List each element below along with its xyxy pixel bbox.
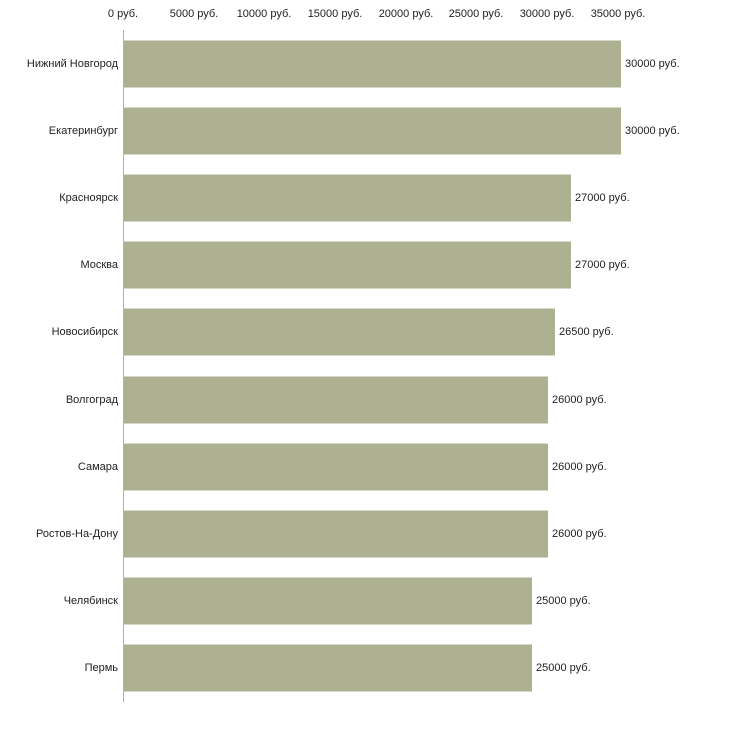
bar-value-label: 26000 руб. <box>552 527 607 540</box>
table-row <box>0 500 730 567</box>
plot-area <box>0 30 730 702</box>
category-label: Москва <box>80 259 118 272</box>
bar-value-label: 27000 руб. <box>575 259 630 272</box>
x-tick-label: 30000 руб. <box>519 8 575 20</box>
table-row <box>0 635 730 702</box>
bar[interactable] <box>124 309 555 356</box>
table-row <box>0 30 730 97</box>
bar-value-label: 25000 руб. <box>536 595 591 608</box>
category-label: Екатеринбург <box>48 124 118 137</box>
x-tick-label: 15000 руб. <box>307 8 363 20</box>
table-row <box>0 433 730 500</box>
table-row <box>0 232 730 299</box>
table-row <box>0 299 730 366</box>
x-tick-label: 20000 руб. <box>378 8 434 20</box>
category-label: Нижний Новгород <box>26 57 118 70</box>
bar[interactable] <box>124 242 571 289</box>
table-row <box>0 568 730 635</box>
bar-value-label: 26000 руб. <box>552 460 607 473</box>
bar-value-label: 25000 руб. <box>536 662 591 675</box>
bar[interactable] <box>124 578 532 625</box>
category-label: Пермь <box>84 662 118 675</box>
bar[interactable] <box>124 645 532 692</box>
bar[interactable] <box>124 443 548 490</box>
x-axis-top <box>0 0 730 30</box>
category-label: Красноярск <box>59 191 118 204</box>
category-label: Самара <box>77 460 118 473</box>
category-label: Челябинск <box>63 595 118 608</box>
bar[interactable] <box>124 174 571 221</box>
table-row <box>0 164 730 231</box>
bar[interactable] <box>124 40 621 87</box>
x-tick-label: 10000 руб. <box>236 8 292 20</box>
category-label: Новосибирск <box>51 326 118 339</box>
bar-value-label: 26500 руб. <box>559 326 614 339</box>
bar-value-label: 30000 руб. <box>625 124 680 137</box>
bar[interactable] <box>124 510 548 557</box>
category-label: Ростов-На-Дону <box>35 527 118 540</box>
bar[interactable] <box>124 376 548 423</box>
bar-value-label: 27000 руб. <box>575 191 630 204</box>
x-tick-label: 0 руб. <box>107 8 139 20</box>
table-row <box>0 366 730 433</box>
bar[interactable] <box>124 107 621 154</box>
bar-value-label: 30000 руб. <box>625 57 680 70</box>
x-tick-label: 25000 руб. <box>448 8 504 20</box>
category-label: Волгоград <box>65 393 118 406</box>
x-tick-label: 35000 руб. <box>590 8 646 20</box>
bar-value-label: 26000 руб. <box>552 393 607 406</box>
x-tick-label: 5000 руб. <box>169 8 219 20</box>
table-row <box>0 97 730 164</box>
